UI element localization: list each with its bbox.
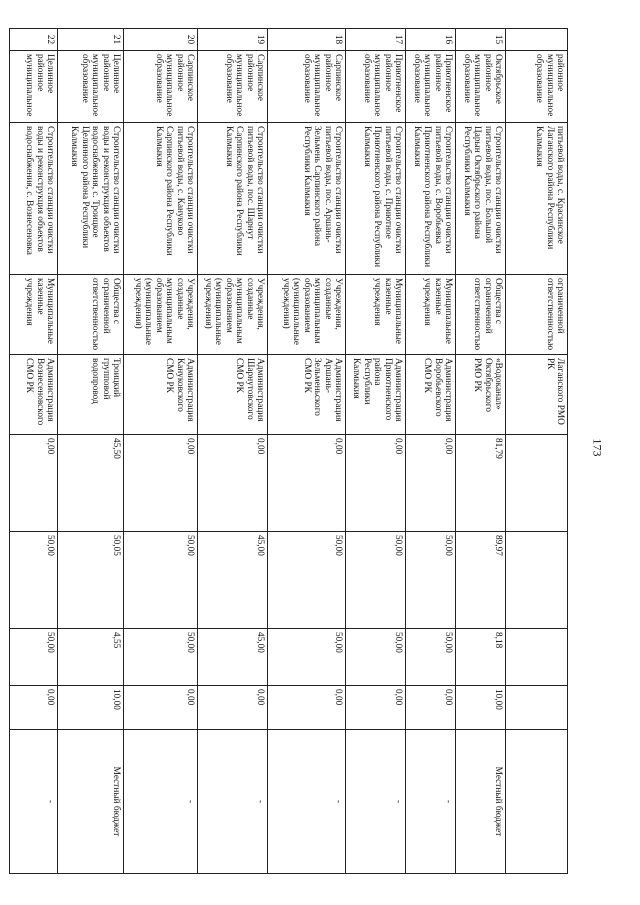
funding-source-cell: - — [268, 730, 346, 874]
table-row — [58, 29, 124, 874]
funding-source-cell: Местный бюджет — [456, 730, 506, 874]
value-cell-2: 50,00 — [124, 532, 198, 629]
project-cell: Строительство станции очистки воды и реконструкция объектов водоснабжения, с. Вознесеновка — [10, 123, 58, 275]
project-cell: Строительство станции очистки питьевой воды, с. Воробьевка Приютненского района Республики Калмыкия — [406, 123, 456, 275]
table-row — [124, 29, 198, 874]
funding-source-cell — [506, 730, 568, 874]
funding-source-cell: - — [10, 730, 58, 874]
value-cell-2: 45,00 — [198, 532, 268, 629]
institution-cell: Учреждения, созданные муниципальным образованием (муниципальные учреждения) — [268, 275, 346, 355]
funding-source-cell: - — [346, 730, 406, 874]
table-row — [456, 29, 506, 874]
table-row — [406, 29, 456, 874]
value-cell-4: 0,00 — [268, 686, 346, 730]
district-cell: Приютненское районное муниципальное образование — [346, 51, 406, 123]
value-cell-4: 10,00 — [58, 686, 124, 730]
investment-table — [9, 28, 568, 874]
district-cell: Целинное районное муниципальное — [10, 51, 58, 123]
operator-cell: Администрация Аршань-Зельменьского СМО РК — [268, 355, 346, 435]
value-cell-3: 50,00 — [10, 629, 58, 686]
value-cell-3: 8,18 — [456, 629, 506, 686]
institution-cell: Муниципальные казенные учреждения — [10, 275, 58, 355]
value-cell-1: 0,00 — [10, 435, 58, 532]
value-cell-1: 0,00 — [124, 435, 198, 532]
value-cell-2: 50,00 — [406, 532, 456, 629]
value-cell-4: 0,00 — [346, 686, 406, 730]
funding-source-cell: Местный бюджет — [58, 730, 124, 874]
district-cell: Октябрьское районное муниципальное образование — [456, 51, 506, 123]
table-row — [10, 29, 58, 874]
institution-cell: ограниченной ответственностью — [506, 275, 568, 355]
value-cell-1: 81,79 — [456, 435, 506, 532]
institution-cell: Учреждения, созданные муниципальным образованием (муниципальные учреждения) — [198, 275, 268, 355]
institution-cell: Учреждения, созданные муниципальным образованием (муниципальные учреждения) — [124, 275, 198, 355]
row-number: 20 — [124, 29, 198, 51]
value-cell-3: 50,00 — [124, 629, 198, 686]
value-cell-2: 50,05 — [58, 532, 124, 629]
value-cell-2 — [506, 532, 568, 629]
district-cell: Сарпинское районное муниципальное образование — [124, 51, 198, 123]
table-row — [198, 29, 268, 874]
table-row — [506, 29, 568, 874]
funding-source-cell: - — [198, 730, 268, 874]
value-cell-3: 45,00 — [198, 629, 268, 686]
institution-cell: Общества с ограниченной ответственностью — [58, 275, 124, 355]
value-cell-1: 0,00 — [346, 435, 406, 532]
value-cell-1 — [506, 435, 568, 532]
operator-cell: Администрация Воробьевского СМО РК — [406, 355, 456, 435]
page-number: 173 — [590, 438, 605, 457]
value-cell-2: 89,97 — [456, 532, 506, 629]
value-cell-1: 45,50 — [58, 435, 124, 532]
table-row — [268, 29, 346, 874]
table-row — [346, 29, 406, 874]
row-number: 18 — [268, 29, 346, 51]
rotated-page — [24, 28, 568, 873]
value-cell-3: 4,55 — [58, 629, 124, 686]
row-number: 22 — [10, 29, 58, 51]
institution-cell: Муниципальные казенные учреждения — [406, 275, 456, 355]
value-cell-3: 50,00 — [346, 629, 406, 686]
funding-source-cell: - — [406, 730, 456, 874]
district-cell: Приютненское районное муниципальное образование — [406, 51, 456, 123]
row-number: 16 — [406, 29, 456, 51]
district-cell: Сарпинское районное муниципальное образование — [198, 51, 268, 123]
value-cell-3: 50,00 — [268, 629, 346, 686]
project-cell: питьевой воды, с. Красинское Лаганского района Республики Калмыкия — [506, 123, 568, 275]
value-cell-1: 0,00 — [406, 435, 456, 532]
value-cell-4: 0,00 — [124, 686, 198, 730]
district-cell: Целинное районное муниципальное образование — [58, 51, 124, 123]
project-cell: Строительство станции очистки воды и реконструкция объектов водоснабжения, с. Троицкое Целинного района Республики Калмыкия — [58, 123, 124, 275]
value-cell-4: 0,00 — [198, 686, 268, 730]
value-cell-4: 0,00 — [406, 686, 456, 730]
value-cell-2: 50,00 — [10, 532, 58, 629]
value-cell-4: 10,00 — [456, 686, 506, 730]
value-cell-1: 0,00 — [268, 435, 346, 532]
value-cell-4: 0,00 — [10, 686, 58, 730]
project-cell: Строительство станции очистки питьевой воды, с. Кануково Сарпинского района Республики Калмыкия — [124, 123, 198, 275]
value-cell-3 — [506, 629, 568, 686]
project-cell: Строительство станции очистки питьевой воды, пос. Шарнут Сарпинского района Республики Калмыкия — [198, 123, 268, 275]
operator-cell: Администрация Кануковского СМО РК — [124, 355, 198, 435]
project-cell: Строительство станции очистки питьевой воды, пос. Большой Царын Октябрьского района Республики Калмыкия — [456, 123, 506, 275]
operator-cell: Троицкий групповой водопровод — [58, 355, 124, 435]
operator-cell: Администрация Приютненского района Республики Калмыкия — [346, 355, 406, 435]
value-cell-4 — [506, 686, 568, 730]
funding-source-cell: - — [124, 730, 198, 874]
institution-cell: Муниципальные казенные учреждения — [346, 275, 406, 355]
district-cell: районное муниципальное образование — [506, 51, 568, 123]
project-cell: Строительство станции очистки питьевой воды, пос. Аршань-Зельмень Сарпинского района Республики Калмыкия — [268, 123, 346, 275]
row-number — [506, 29, 568, 51]
district-cell: Сарпинское районное муниципальное образование — [268, 51, 346, 123]
project-cell: Строительство станции очистки питьевой воды, с. Приютное Приютненского района Республики Калмыкия — [346, 123, 406, 275]
row-number: 17 — [346, 29, 406, 51]
operator-cell: Лаганского РМО РК — [506, 355, 568, 435]
institution-cell: Общества с ограниченной ответственностью — [456, 275, 506, 355]
operator-cell: «Водоканал» Октябрьского РМО РК — [456, 355, 506, 435]
value-cell-2: 50,00 — [268, 532, 346, 629]
row-number: 15 — [456, 29, 506, 51]
operator-cell: Администрация Шарнутовского СМО РК — [198, 355, 268, 435]
value-cell-3: 50,00 — [406, 629, 456, 686]
value-cell-2: 50,00 — [346, 532, 406, 629]
row-number: 21 — [58, 29, 124, 51]
value-cell-1: 0,00 — [198, 435, 268, 532]
row-number: 19 — [198, 29, 268, 51]
operator-cell: Администрация Вознесеновского СМО РК — [10, 355, 58, 435]
